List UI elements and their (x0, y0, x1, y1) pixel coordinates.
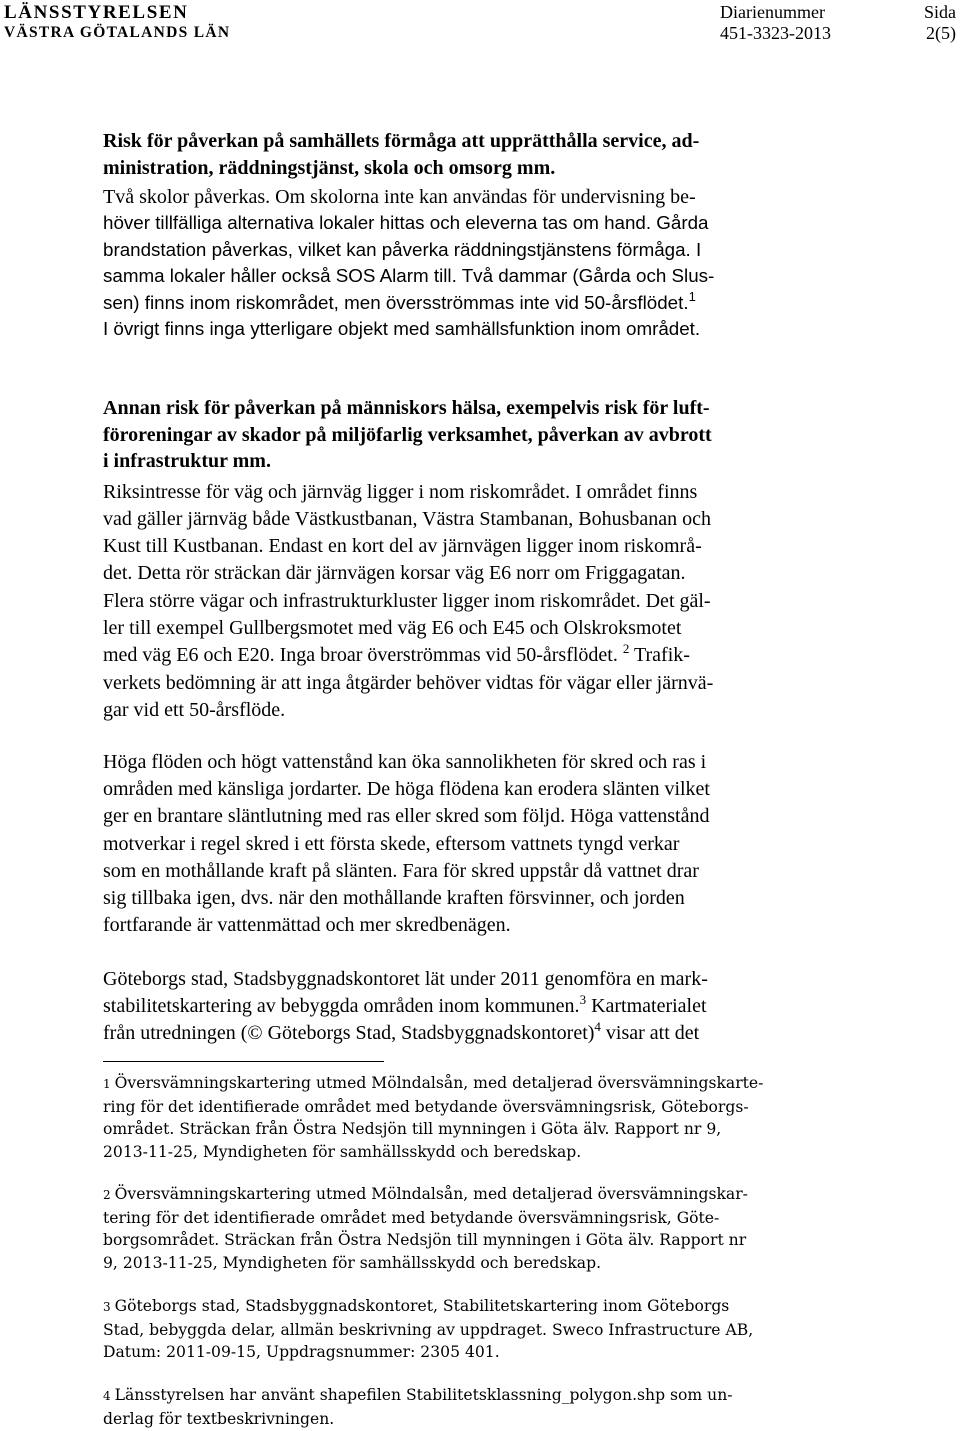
text-fragment: Trafik- (634, 644, 690, 667)
footnote-ref[interactable]: 3 (579, 992, 587, 1008)
text-line: Höga flöden och högt vattenstånd kan öka sannolikheten för skred och ras i (103, 751, 707, 773)
heading-line: Risk för påverkan på samhällets förmåga att upprätthålla service, ad- (103, 130, 700, 152)
footnote-line: 2013-11-25, Myndigheten för samhällsskydd och beredskap. (103, 1142, 582, 1161)
footnote-line: ring för det identifierade området med betydande översvämningsrisk, Göteborgs- (103, 1097, 749, 1116)
text-fragment: från utredningen (© Göteborgs Stad, Stadsbyggnadskontoret) (103, 1022, 595, 1045)
text-line: brandstation påverkas, vilket kan påverka räddningstjänstens förmåga. I (103, 238, 702, 260)
diarienummer-label: Diarienummer (720, 2, 825, 22)
paragraph (103, 966, 823, 1048)
section-services (103, 128, 823, 342)
text-fragment: sen) finns inom riskområdet, men översströmmas inte vid 50-årsflödet. (103, 291, 689, 313)
footnote-number: 4 (103, 1389, 111, 1403)
text-fragment: Översvämningskartering utmed Mölndalsån, med detaljerad översvämningskar- (114, 1185, 748, 1203)
footnote-2 (103, 1183, 823, 1274)
footnote-line: borgsområdet. Sträckan från Östra Nedsjön till mynningen i Göta älv. Rapport nr (103, 1231, 747, 1250)
paragraph (103, 749, 823, 939)
footnote-line: Datum: 2011-09-15, Uppdragsnummer: 2305 401. (103, 1343, 500, 1362)
text-line: samma lokaler håller också SOS Alarm till. Två dammar (Gårda och Slus- (103, 265, 715, 287)
page-label: Sida (923, 2, 956, 22)
text-line: som en mothållande kraft på slänten. Fara för skred uppstår då vattnet drar (103, 859, 699, 882)
footnote-ref[interactable]: 1 (688, 288, 696, 304)
text-line: höver tillfälliga alternativa lokaler hittas och eleverna tas om hand. Gårda (103, 212, 709, 234)
text-line: vad gäller järnväg både Västkustbanan, Västra Stambanan, Bohusbanan och (103, 507, 711, 530)
text-fragment: Kartmaterialet (591, 995, 707, 1018)
text-line: Göteborgs stad, Stadsbyggnadskontoret lät under 2011 genomföra en mark- (103, 968, 708, 990)
text-line: Kust till Kustbanan. Endast en kort del av järnvägen ligger inom riskområ- (103, 535, 702, 558)
footnote-divider (103, 1061, 384, 1062)
text-fragment: Göteborgs stad, Stadsbyggnadskontoret, Stabilitetskartering inom Göteborgs (114, 1297, 730, 1315)
section-heading (103, 395, 823, 475)
text-line: ger en brantare släntlutning med ras eller skred som följd. Höga vattenstånd (103, 805, 710, 828)
footnote-line: området. Sträckan från Östra Nedsjön till mynningen i Göta älv. Rapport nr 9, (103, 1120, 722, 1139)
diarienummer-value: 451-3323-2013 (720, 23, 831, 43)
text-line (103, 290, 823, 316)
text-line: Riksintresse för väg och järnväg ligger i nom riskområdet. I området finns (103, 480, 698, 503)
paragraph (103, 479, 823, 725)
footnote-line: Stad, bebyggda delar, allmän beskrivning av uppdraget. Sweco Infrastructure AB, (103, 1320, 754, 1339)
footnote-number: 1 (103, 1077, 111, 1091)
text-line: fortfarande är vattenmättad och mer skredbenägen. (103, 914, 511, 937)
section-health (103, 395, 823, 724)
text-line: motverkar i regel skred i ett första skede, eftersom vattnets tyngd verkar (103, 832, 680, 855)
text-line (103, 1020, 823, 1047)
agency-logo-line1: LÄNSSTYRELSEN (4, 2, 189, 23)
text-line: verkets bedömning är att inga åtgärder behöver vidtas för vägar eller järnvä- (103, 671, 714, 694)
footnote-3 (103, 1295, 823, 1364)
footnote-line (103, 1295, 823, 1319)
text-line: sig tillbaka igen, dvs. när den mothållande kraften försvinner, och jorden (103, 887, 685, 910)
section-landslide (103, 749, 823, 939)
footnote-1 (103, 1072, 823, 1163)
page-number: 2(5) (926, 23, 956, 43)
footnote-line (103, 1072, 823, 1096)
section-heading (103, 128, 823, 181)
text-line: gar vid ett 50-årsflöde. (103, 698, 286, 721)
footnote-4 (103, 1384, 823, 1430)
text-fragment: visar att det (605, 1022, 700, 1045)
footnote-line: 9, 2013-11-25, Myndigheten för samhällsskydd och beredskap. (103, 1253, 602, 1272)
text-fragment: med väg E6 och E20. Inga broar överströmmas vid 50-årsflödet. (103, 644, 618, 667)
footnote-line (103, 1183, 823, 1207)
footnote-line (103, 1384, 823, 1408)
text-line (103, 993, 823, 1020)
heading-line: i infrastruktur mm. (103, 450, 271, 472)
footnote-number: 2 (103, 1188, 111, 1202)
footnote-line: derlag för textbeskrivningen. (103, 1409, 335, 1428)
footnote-ref[interactable]: 4 (594, 1019, 601, 1035)
text-line: ler till exempel Gullbergsmotet med väg E6 och E45 och Olskroksmotet (103, 616, 682, 639)
text-fragment: Länsstyrelsen har använt shapefilen Stabilitetsklassning_polygon.shp som un- (114, 1386, 733, 1404)
text-line: Flera större vägar och infrastrukturkluster ligger inom riskområdet. Det gäl- (103, 589, 711, 612)
text-line: Två skolor påverkas. Om skolorna inte kan användas för undervisning be- (103, 186, 696, 208)
text-fragment: stabilitetskartering av bebyggda områden inom kommunen. (103, 995, 580, 1018)
heading-line: Annan risk för påverkan på människors hälsa, exempelvis risk för luft- (103, 397, 710, 419)
agency-logo-line2: VÄSTRA GÖTALANDS LÄN (4, 24, 231, 41)
footnote-line: tering för det identifierade området med betydande översvämningsrisk, Göte- (103, 1208, 720, 1227)
footnote-number: 3 (103, 1300, 111, 1314)
text-line: I övrigt finns inga ytterligare objekt med samhällsfunktion inom området. (103, 318, 701, 340)
text-line: områden med känsliga jordarter. De höga flödena kan erodera slänten vilket (103, 778, 710, 801)
heading-line: föroreningar av skador på miljöfarlig verksamhet, påverkan av avbrott (103, 423, 712, 446)
section-mapping (103, 966, 823, 1048)
heading-line: ministration, räddningstjänst, skola och omsorg mm. (103, 156, 556, 179)
text-line: det. Detta rör sträckan där järnvägen korsar väg E6 norr om Friggagatan. (103, 562, 686, 585)
text-line (103, 642, 823, 669)
paragraph (103, 184, 823, 342)
text-fragment: Översvämningskartering utmed Mölndalsån, med detaljerad översvämningskarte- (114, 1074, 764, 1092)
footnote-ref[interactable]: 2 (622, 641, 630, 657)
